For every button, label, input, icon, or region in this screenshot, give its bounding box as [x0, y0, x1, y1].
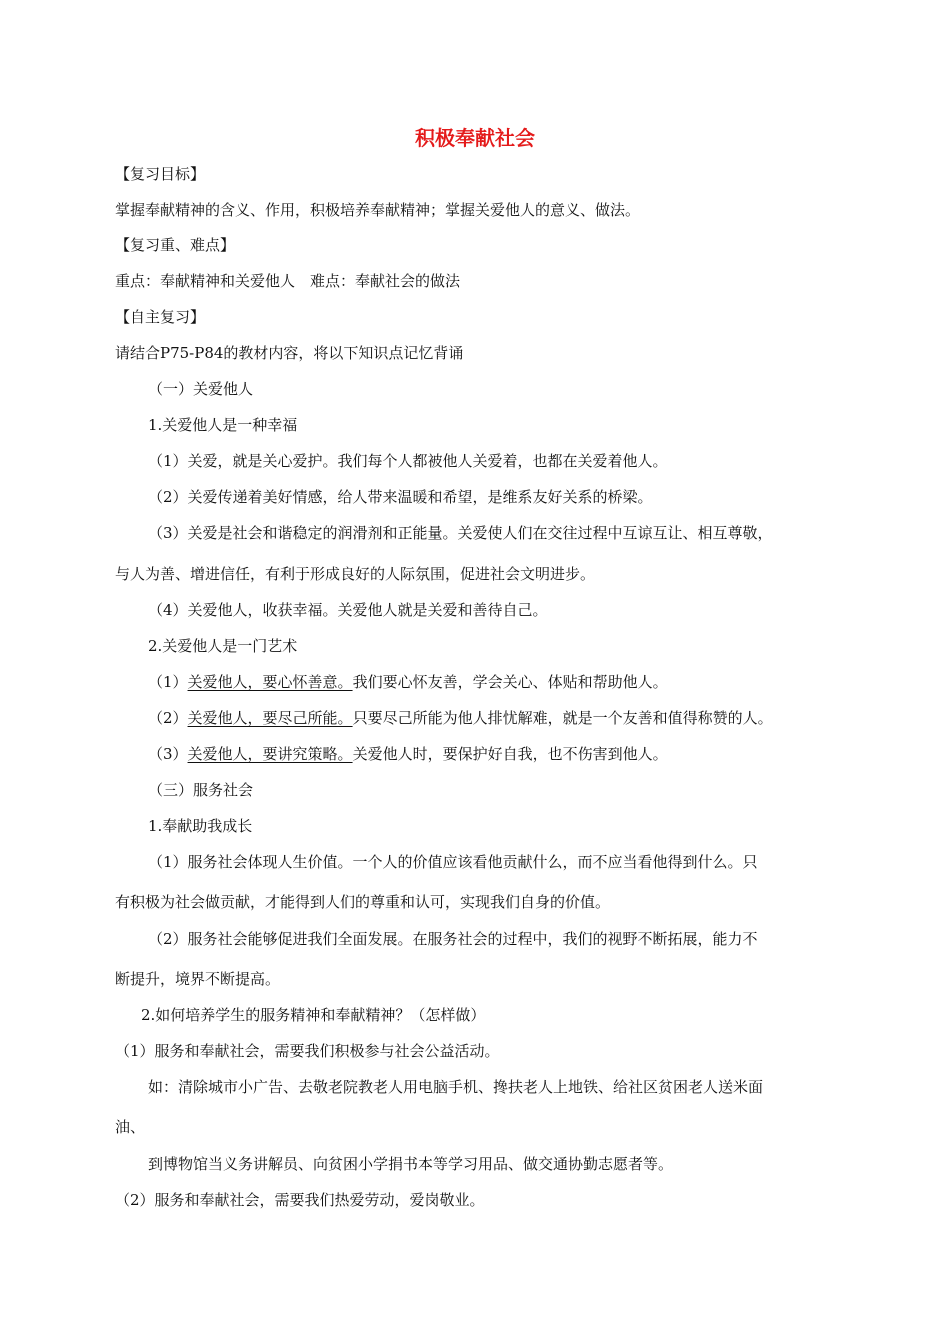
underlined-key-phrase: 关爱他人，要尽己所能。 — [187, 709, 353, 727]
subsection-caring-art: 2.关爱他人是一门艺术 — [148, 637, 298, 655]
document-title: 积极奉献社会 — [415, 126, 535, 150]
example-text: 如：清除城市小广告、去敬老院教老人用电脑手机、搀扶老人上地铁、给社区贫困老人送米面 — [148, 1078, 764, 1096]
underlined-key-phrase: 关爱他人，要心怀善意。 — [187, 673, 353, 691]
heading-self-review: 【自主复习】 — [115, 308, 206, 326]
goal-text: 掌握奉献精神的含义、作用，积极培养奉献精神；掌握关爱他人的意义、做法。 — [115, 201, 641, 219]
item-text: 只要尽己所能为他人排忧解难，就是一个友善和值得称赞的人。 — [352, 709, 773, 727]
list-item — [148, 743, 668, 765]
item-text: 我们要心怀友善，学会关心、体贴和帮助他人。 — [352, 673, 668, 691]
paragraph: （1）服务和奉献社会，需要我们积极参与社会公益活动。 — [115, 1042, 500, 1060]
subsection-caring-happiness: 1.关爱他人是一种幸福 — [148, 416, 298, 434]
paragraph-continuation: 有积极为社会做贡献，才能得到人们的尊重和认可，实现我们自身的价值。 — [115, 893, 611, 911]
section-serving-society: （三）服务社会 — [148, 781, 254, 799]
paragraph: （4）关爱他人，收获幸福。关爱他人就是关爱和善待自己。 — [148, 601, 548, 619]
paragraph: （2）服务社会能够促进我们全面发展。在服务社会的过程中，我们的视野不断拓展，能力不 — [148, 930, 758, 948]
item-number: （1） — [148, 673, 188, 691]
paragraph: （2）服务和奉献社会，需要我们热爱劳动，爱岗敬业。 — [115, 1191, 485, 1209]
paragraph: （1）服务社会体现人生价值。一个人的价值应该看他贡献什么，而不应当看他得到什么。只 — [148, 853, 758, 871]
item-number: （3） — [148, 745, 188, 763]
item-text: 关爱他人时，要保护好自我，也不伤害到他人。 — [352, 745, 668, 763]
item-number: （2） — [148, 709, 188, 727]
list-item — [148, 671, 668, 693]
paragraph: （3）关爱是社会和谐稳定的润滑剂和正能量。关爱使人们在交往过程中互谅互让、相互尊敬， — [148, 524, 773, 542]
section-caring-others: （一）关爱他人 — [148, 380, 254, 398]
paragraph: （2）关爱传递着美好情感，给人带来温暖和希望，是维系友好关系的桥梁。 — [148, 488, 653, 506]
underlined-key-phrase: 关爱他人，要讲究策略。 — [187, 745, 353, 763]
heading-review-goal: 【复习目标】 — [115, 165, 206, 183]
list-item — [148, 707, 773, 729]
example-continuation: 油、 — [115, 1118, 146, 1136]
paragraph-continuation: 断提升，境界不断提高。 — [115, 970, 281, 988]
self-review-text: 请结合P75-P84的教材内容，将以下知识点记忆背诵 — [115, 344, 464, 362]
paragraph: （1）关爱，就是关心爱护。我们每个人都被他人关爱着，也都在关爱着他人。 — [148, 452, 668, 470]
subsection-how-to: 2.如何培养学生的服务精神和奉献精神？（怎样做） — [141, 1006, 486, 1024]
subsection-dedication-growth: 1.奉献助我成长 — [148, 817, 253, 835]
heading-key-points: 【复习重、难点】 — [115, 236, 236, 254]
paragraph-continuation: 与人为善、增进信任，有利于形成良好的人际氛围，促进社会文明进步。 — [115, 565, 596, 583]
example-text: 到博物馆当义务讲解员、向贫困小学捐书本等学习用品、做交通协勤志愿者等。 — [148, 1155, 674, 1173]
key-points-text: 重点：奉献精神和关爱他人 难点：奉献社会的做法 — [115, 272, 461, 290]
